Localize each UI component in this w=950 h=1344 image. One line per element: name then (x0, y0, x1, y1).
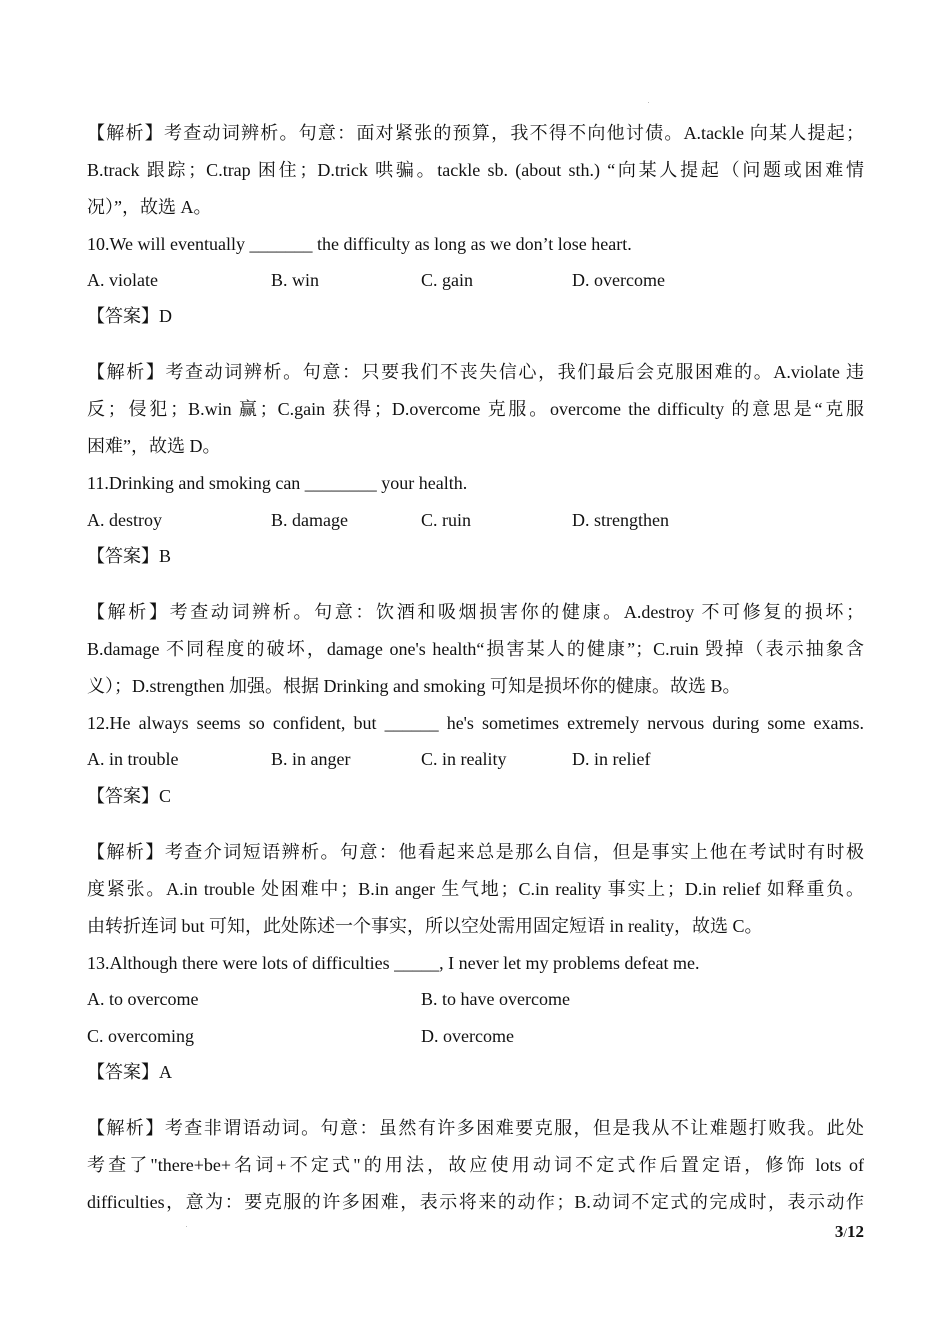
q10-analysis-line-3: 困难”，故选 D。 (87, 436, 221, 456)
q11-analysis-line-3: 义）；D.strengthen 加强。根据 Drinking and smoking 可知是损坏你的健康。故选 B。 (87, 676, 741, 696)
q13-stem: 13.Although there were lots of difficulties _____, I never let my problems defeat me. (87, 953, 700, 973)
q12-option-a: A. in trouble (87, 749, 179, 769)
q11-answer: 【答案】B (87, 546, 172, 566)
q10-option-b: B. win (271, 270, 320, 290)
q9-analysis-line-2: B.track 跟踪；C.trap 困住；D.trick 哄骗。tackle sb. (about sth.) “向某人提起（问题或困难情 (87, 160, 864, 180)
q9-analysis-line-1: 【解析】考查动词辨析。句意：面对紧张的预算，我不得不向他讨债。A.tackle 向某人提起； (87, 123, 864, 143)
q9-analysis-line-3: 况）”，故选 A。 (87, 197, 212, 217)
q11-analysis-line-1: 【解析】考查动词辨析。句意：饮酒和吸烟损害你的健康。A.destroy 不可修复的损坏； (87, 602, 864, 622)
page-total: 12 (847, 1222, 864, 1241)
q11-option-b: B. damage (271, 510, 348, 530)
q10-option-c: C. gain (421, 270, 473, 290)
q12-answer: 【答案】C (87, 786, 172, 806)
q10-analysis-line-2: 反；侵犯；B.win 赢；C.gain 获得；D.overcome 克服。overcome the difficulty 的意思是“克服 (87, 399, 864, 419)
page-current: 3 (834, 1222, 844, 1241)
q13-analysis-line-1: 【解析】考查非谓语动词。句意：虽然有许多困难要克服，但是我从不让难题打败我。此处 (87, 1118, 864, 1138)
q11-option-c: C. ruin (421, 510, 472, 530)
q13-option-d: D. overcome (421, 1026, 514, 1046)
q13-analysis-line-2: 考查了"there+be+名词+不定式"的用法，故应使用动词不定式作后置定语，修饰 lots of (87, 1155, 864, 1175)
q10-option-d: D. overcome (572, 270, 665, 290)
q13-analysis-line-3: difficulties，意为：要克服的许多困难，表示将来的动作；B.动词不定式的完成时，表示动作 (87, 1192, 864, 1212)
scan-dot (648, 102, 649, 103)
q12-option-c: C. in reality (421, 749, 507, 769)
page-separator: / (843, 1225, 847, 1240)
q10-stem: 10.We will eventually _______ the difficulty as long as we don’t lose heart. (87, 234, 632, 254)
q11-option-d: D. strengthen (572, 510, 669, 530)
q13-option-a: A. to overcome (87, 989, 199, 1009)
q10-answer: 【答案】D (87, 306, 172, 326)
q11-option-a: A. destroy (87, 510, 162, 530)
scan-dot (186, 1226, 187, 1227)
q13-option-b: B. to have overcome (421, 989, 570, 1009)
q12-option-d: D. in relief (572, 749, 651, 769)
q13-answer: 【答案】A (87, 1062, 172, 1082)
page-number (835, 1222, 864, 1242)
q12-analysis-line-3: 由转折连词 but 可知，此处陈述一个事实，所以空处需用固定短语 in reality，故选 C。 (87, 916, 763, 936)
q12-analysis-line-2: 度紧张。A.in trouble 处困难中；B.in anger 生气地；C.in reality 事实上；D.in relief 如释重负。 (87, 879, 864, 899)
q10-option-a: A. violate (87, 270, 158, 290)
q11-analysis-line-2: B.damage 不同程度的破坏，damage one's health“损害某人的健康”；C.ruin 毁掉（表示抽象含 (87, 639, 864, 659)
q13-option-c: C. overcoming (87, 1026, 194, 1046)
q12-stem: 12.He always seems so confident, but ______ he's sometimes extremely nervous during some exams. (87, 713, 864, 733)
q12-analysis-line-1: 【解析】考查介词短语辨析。句意：他看起来总是那么自信，但是事实上他在考试时有时极 (87, 842, 864, 862)
q12-option-b: B. in anger (271, 749, 351, 769)
q10-analysis-line-1: 【解析】考查动词辨析。句意：只要我们不丧失信心，我们最后会克服困难的。A.violate 违 (87, 362, 864, 382)
q11-stem: 11.Drinking and smoking can ________ your health. (87, 473, 468, 493)
